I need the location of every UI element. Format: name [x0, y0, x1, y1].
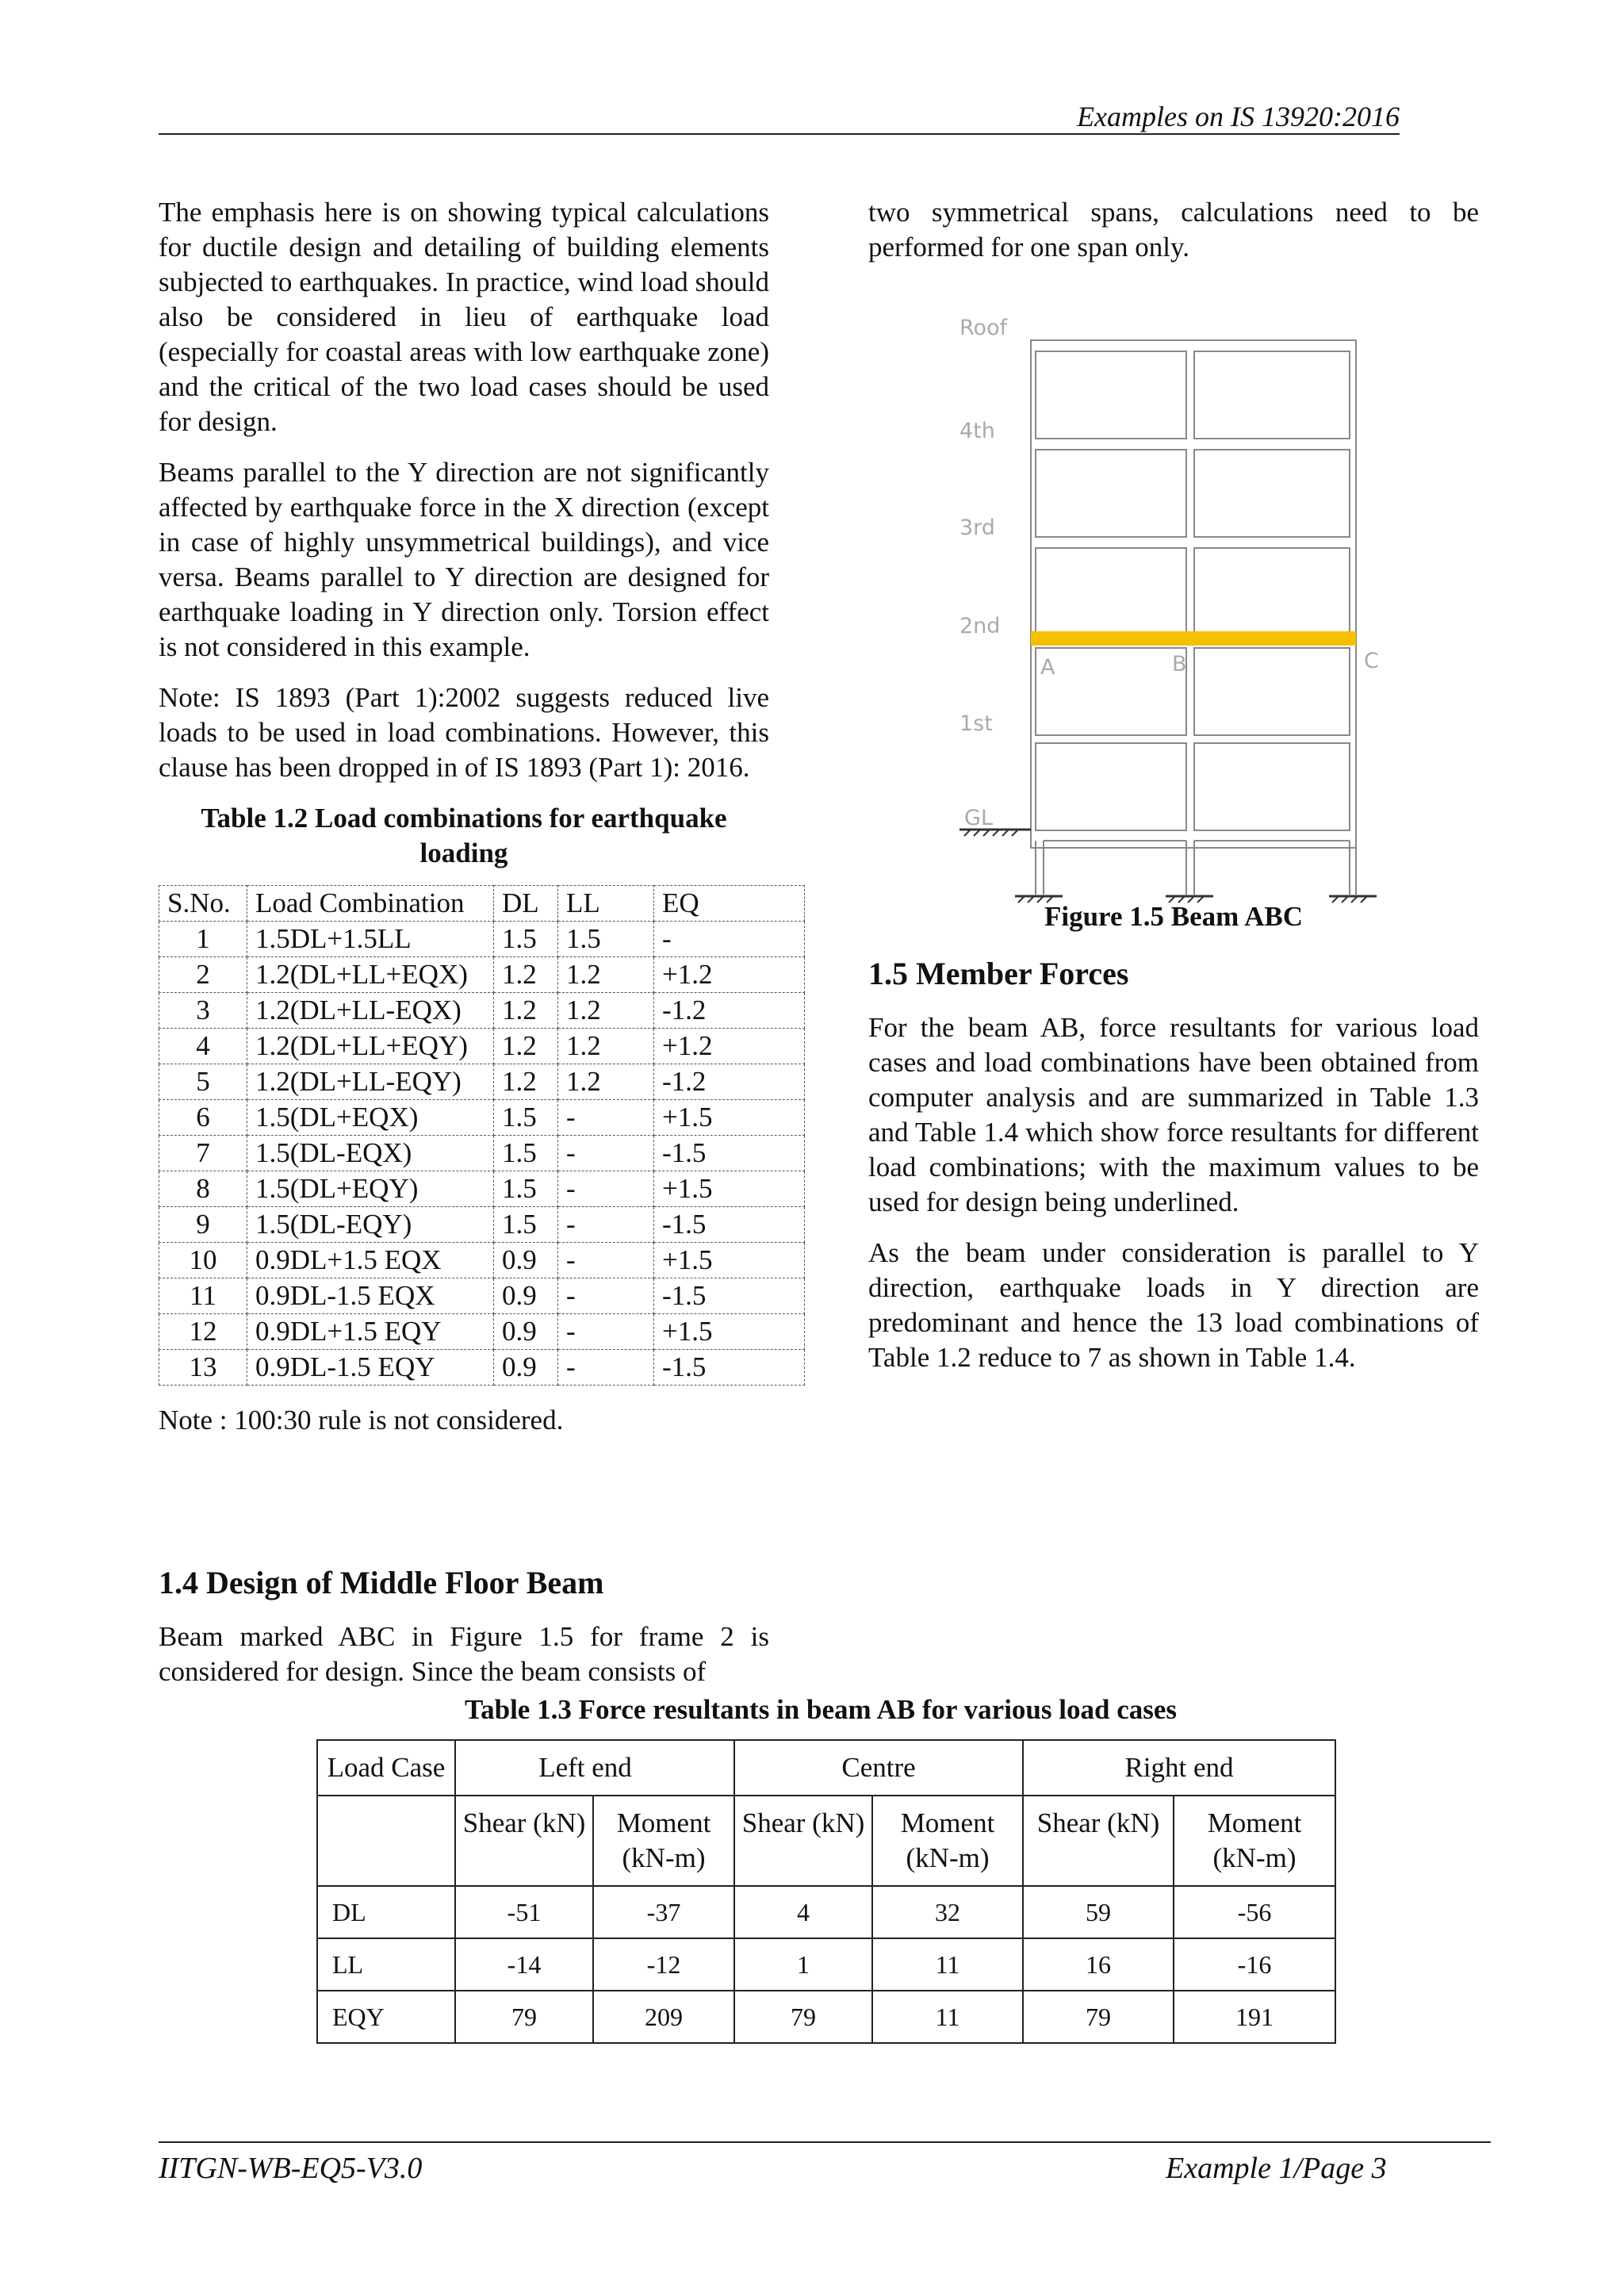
table-cell: -12 [593, 1938, 734, 1991]
table-cell: 32 [872, 1886, 1023, 1938]
table-cell: 59 [1023, 1886, 1174, 1938]
table-row [159, 1029, 805, 1064]
table-cell: - [558, 1136, 654, 1171]
section-heading: 1.5 Member Forces [868, 956, 1129, 991]
point-label-c: C [1364, 649, 1379, 673]
table-row [317, 1938, 1335, 1991]
table-cell: 1.2 [494, 993, 558, 1029]
table-cell: 1.5(DL+EQY) [247, 1171, 494, 1207]
table-cell: - [558, 1350, 654, 1386]
page-footer [159, 2141, 1491, 2185]
table-cell: +1.5 [654, 1314, 805, 1350]
table-cell: 79 [455, 1991, 593, 2043]
table-cell: 2 [159, 957, 247, 993]
table-cell: 0.9DL+1.5 EQY [247, 1314, 494, 1350]
table-cell: 1.5 [494, 1171, 558, 1207]
table-cell: 1.2(DL+LL-EQY) [247, 1064, 494, 1100]
load-combination-table [159, 885, 805, 1386]
table-cell: 13 [159, 1350, 247, 1386]
table-cell: 0.9 [494, 1278, 558, 1314]
table-cell: 1.5 [558, 922, 654, 957]
table-row [159, 1350, 805, 1386]
table-cell: -51 [455, 1886, 593, 1938]
table-cell: - [558, 1243, 654, 1278]
table-header-row [159, 886, 805, 922]
table-header: Centre [734, 1740, 1023, 1796]
table-cell: 7 [159, 1136, 247, 1171]
table-cell: 1.5 [494, 1100, 558, 1136]
table-cell: 1.2(DL+LL-EQX) [247, 993, 494, 1029]
table-cell: +1.2 [654, 1029, 805, 1064]
table-row [159, 1064, 805, 1100]
table-1-3-caption: Table 1.3 Force resultants in beam AB for various load cases [464, 1694, 1178, 1725]
table-row [159, 1136, 805, 1171]
table-cell: 3 [159, 993, 247, 1029]
table-cell: 1.2 [558, 1064, 654, 1100]
table-row [159, 1100, 805, 1136]
table-header: Shear (kN) [734, 1796, 872, 1886]
table-cell: 1.5(DL-EQY) [247, 1207, 494, 1243]
table-cell: -1.5 [654, 1278, 805, 1314]
level-label-roof: Roof [959, 316, 1008, 340]
table-cell: 11 [872, 1938, 1023, 1991]
left-column [159, 195, 769, 1454]
table-header: S.No. [159, 886, 247, 922]
paragraph: Note: IS 1893 (Part 1):2002 suggests reduced live loads to be used in load combinations. However, this clause has been dropped in of IS 1893 (Part 1): 2016. [159, 682, 769, 783]
table-header: Right end [1023, 1740, 1335, 1796]
table-cell: 1.2 [494, 1029, 558, 1064]
table-cell: 1.5(DL-EQX) [247, 1136, 494, 1171]
beam-abc [1031, 631, 1356, 646]
table-cell: 209 [593, 1991, 734, 2043]
table-cell: -14 [455, 1938, 593, 1991]
table-cell: - [558, 1207, 654, 1243]
table-cell: 5 [159, 1064, 247, 1100]
level-label-3rd: 3rd [959, 516, 995, 540]
table-cell: EQY [317, 1991, 455, 2043]
table-cell: -1.2 [654, 1064, 805, 1100]
table-cell: 1.2 [558, 957, 654, 993]
table-cell: 79 [734, 1991, 872, 2043]
table-cell: +1.5 [654, 1171, 805, 1207]
table-cell: 12 [159, 1314, 247, 1350]
table-header: Load Case [317, 1740, 455, 1796]
table-cell: -1.5 [654, 1136, 805, 1171]
table-cell: 1.2 [558, 1029, 654, 1064]
table-cell: 9 [159, 1207, 247, 1243]
table-cell: 4 [734, 1886, 872, 1938]
table-cell: -37 [593, 1886, 734, 1938]
paragraph: two symmetrical spans, calculations need to be performed for one span only. [868, 197, 1479, 263]
figure-caption: Figure 1.5 Beam ABC [1044, 901, 1303, 932]
footer-doc-id: IITGN-WB-EQ5-V3.0 [159, 2152, 423, 2185]
table-row [159, 957, 805, 993]
table-cell: - [558, 1314, 654, 1350]
table-row [159, 1314, 805, 1350]
table-header: LL [558, 886, 654, 922]
table-header: Shear (kN) [1023, 1796, 1174, 1886]
table-cell: - [558, 1100, 654, 1136]
table-row [317, 1991, 1335, 2043]
table-cell: LL [317, 1938, 455, 1991]
table-cell: 1.2(DL+LL+EQY) [247, 1029, 494, 1064]
point-label-a: A [1040, 655, 1055, 680]
table-cell: 1.2(DL+LL+EQX) [247, 957, 494, 993]
level-label-2nd: 2nd [959, 614, 1001, 638]
table-cell: 191 [1174, 1991, 1335, 2043]
table-cell: 1.2 [494, 957, 558, 993]
table-cell: +1.2 [654, 957, 805, 993]
table-row [159, 993, 805, 1029]
table-cell: -1.5 [654, 1207, 805, 1243]
table-cell: 11 [872, 1991, 1023, 2043]
paragraph: Beam marked ABC in Figure 1.5 for frame 2 is considered for design. Since the beam consists of [159, 1621, 769, 1687]
table-cell: 1.2 [558, 993, 654, 1029]
table-cell: 1.2 [494, 1064, 558, 1100]
table-cell: - [558, 1171, 654, 1207]
table-row [159, 922, 805, 957]
header-title: Examples on IS 13920:2016 [1077, 101, 1400, 132]
page-header [159, 94, 1400, 135]
table-cell: +1.5 [654, 1100, 805, 1136]
table-cell: 0.9DL-1.5 EQX [247, 1278, 494, 1314]
table-cell: 0.9 [494, 1243, 558, 1278]
table-header: EQ [654, 886, 805, 922]
table-cell: 79 [1023, 1991, 1174, 2043]
table-cell: +1.5 [654, 1243, 805, 1278]
table-cell: 1 [734, 1938, 872, 1991]
table-header: Shear (kN) [455, 1796, 593, 1886]
table-row [317, 1886, 1335, 1938]
table-header: Load Combination [247, 886, 494, 922]
table-cell: 10 [159, 1243, 247, 1278]
table-header: Left end [455, 1740, 734, 1796]
table-cell [317, 1796, 455, 1886]
table-header: Moment (kN-m) [1174, 1796, 1335, 1886]
table-cell: DL [317, 1886, 455, 1938]
section-1-4 [159, 1564, 769, 1689]
table-cell: -56 [1174, 1886, 1335, 1938]
table-cell: 11 [159, 1278, 247, 1314]
table-cell: 0.9 [494, 1314, 558, 1350]
paragraph: For the beam AB, force resultants for various load cases and load combinations have been obtained from computer analysis and are summarized in Table 1.3 and Table 1.4 which show force resultants for different load combinations; with the maximum values to be used for design being underlined. [868, 1012, 1479, 1217]
table-cell: -1.5 [654, 1350, 805, 1386]
table-subheader-row [317, 1796, 1335, 1886]
frame-drawing [936, 301, 1396, 904]
table-row [159, 1243, 805, 1278]
table-cell: -1.2 [654, 993, 805, 1029]
table-cell: - [558, 1278, 654, 1314]
level-label-gl: GL [964, 806, 993, 830]
table-cell: 1.5 [494, 1136, 558, 1171]
section-heading: 1.4 Design of Middle Floor Beam [159, 1565, 604, 1600]
table-1-2-caption: Table 1.2 Load combinations for earthquake loading [201, 803, 727, 868]
force-resultants-table [316, 1739, 1336, 2044]
table-cell: 16 [1023, 1938, 1174, 1991]
table-cell: 4 [159, 1029, 247, 1064]
table-header: Moment (kN-m) [593, 1796, 734, 1886]
level-label-1st: 1st [959, 711, 993, 736]
table-cell: -16 [1174, 1938, 1335, 1991]
footer-page-number: Example 1/Page 3 [1166, 2152, 1387, 2185]
table-row [159, 1207, 805, 1243]
table-cell: 1 [159, 922, 247, 957]
table-cell: 1.5 [494, 922, 558, 957]
paragraph: As the beam under consideration is parallel to Y direction, earthquake loads in Y direction are predominant and hence the 13 load combinations of Table 1.2 reduce to 7 as shown in Table 1.4. [868, 1237, 1479, 1373]
table-header: DL [494, 886, 558, 922]
table-cell: 8 [159, 1171, 247, 1207]
table-cell: 1.5 [494, 1207, 558, 1243]
table-cell: - [654, 922, 805, 957]
level-label-4th: 4th [959, 419, 995, 443]
table-cell: 6 [159, 1100, 247, 1136]
table-note: Note : 100:30 rule is not considered. [159, 1405, 564, 1435]
point-label-b: B [1172, 652, 1187, 677]
table-cell: 1.5DL+1.5LL [247, 922, 494, 957]
frame-figure [936, 301, 1396, 904]
table-cell: 1.5(DL+EQX) [247, 1100, 494, 1136]
table-row [159, 1278, 805, 1314]
table-cell: 0.9 [494, 1350, 558, 1386]
table-header-row [317, 1740, 1335, 1796]
table-cell: 0.9DL+1.5 EQX [247, 1243, 494, 1278]
paragraph: The emphasis here is on showing typical calculations for ductile design and detailing of building elements subjected to earthquakes. In practice, wind load should also be considered in lieu of earthquake load (especially for coastal areas with low earthquake zone) and the critical of the two load cases should be used for design. [159, 197, 769, 437]
table-header: Moment (kN-m) [872, 1796, 1023, 1886]
table-row [159, 1171, 805, 1207]
table-cell: 0.9DL-1.5 EQY [247, 1350, 494, 1386]
paragraph: Beams parallel to the Y direction are not significantly affected by earthquake force in the X direction (except in case of highly unsymmetrical buildings), and vice versa. Beams parallel to Y direction are designed for earthquake loading in Y direction only. Torsion effect is not considered in this example. [159, 457, 769, 662]
